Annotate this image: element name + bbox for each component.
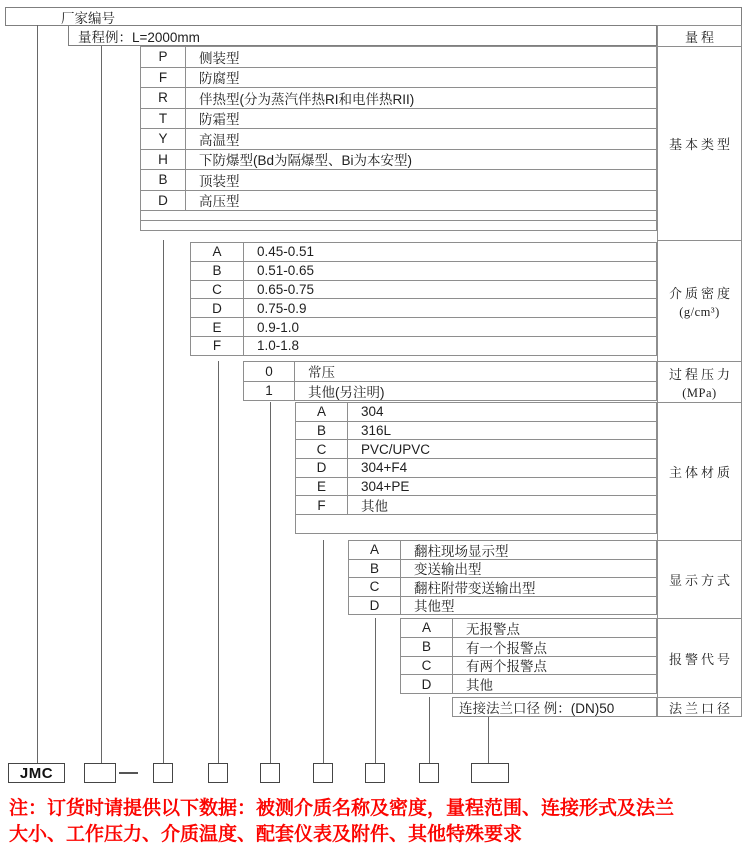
model-code-box [84,763,116,783]
medium-density-block [190,242,657,356]
desc-cell: PVC/UPVC [361,441,431,457]
desc-cell: 316L [361,423,392,439]
desc-cell: 其他 [466,678,493,694]
connector-line [218,361,219,763]
table-row [295,402,657,422]
desc-cell: 其他(另注明) [308,384,385,400]
model-code-box [313,763,333,783]
table-row [348,559,657,579]
code-cell: B [349,560,401,578]
model-prefix-box [8,763,65,783]
model-code-box [471,763,509,783]
category-label: 量程 [684,29,717,45]
model-prefix-label: JMC [19,764,54,782]
dash-separator [119,772,138,774]
table-row [140,169,657,191]
category-label: 法兰口径 [668,700,733,716]
category-process-pressure [657,361,742,403]
code-cell: D [296,459,348,477]
table-row [348,540,657,560]
table-row [140,128,657,150]
desc-cell: 翻柱附带变送输出型 [414,580,536,596]
desc-cell: 有两个报警点 [466,659,547,675]
desc-cell: 有一个报警点 [466,640,547,656]
code-cell: D [141,191,186,211]
table-row-empty [140,220,657,231]
code-cell: H [141,150,186,170]
desc-cell: 下防爆型(Bd为隔爆型、Bi为本安型) [199,153,413,169]
connector-line [488,717,489,763]
category-label: 介质密度 [668,285,733,301]
code-cell: F [296,496,348,514]
connector-line [375,618,376,763]
display-mode-block [348,540,657,615]
desc-cell: 0.9-1.0 [257,319,300,335]
desc-cell: 304+PE [361,479,410,495]
desc-cell: 变送输出型 [414,562,482,578]
code-cell: D [349,597,401,615]
table-row [140,67,657,89]
table-row [140,149,657,171]
desc-cell: 无报警点 [466,621,520,637]
code-cell: 1 [244,382,295,401]
connector-line [163,240,164,763]
table-row [140,190,657,212]
table-row [348,577,657,597]
desc-cell: 高压型 [199,194,240,210]
desc-cell: 常压 [308,365,335,381]
connector-line [270,402,271,763]
code-cell: R [141,88,186,108]
category-range [657,25,742,47]
ordering-note [9,796,745,845]
model-code-box [208,763,228,783]
desc-cell: 其他 [361,499,388,515]
code-cell: D [191,299,244,317]
table-row [400,674,657,694]
basic-type-block [140,46,657,231]
connector-line [429,697,430,763]
category-flange-diameter [657,697,742,717]
manufacturer-number-label: 厂家编号 [61,10,115,26]
code-cell: A [191,243,244,261]
table-row [295,439,657,459]
desc-cell: 顶装型 [199,173,240,189]
desc-cell: 侧装型 [199,50,240,66]
table-row-empty [295,514,657,534]
table-row [295,458,657,478]
code-cell: C [349,578,401,596]
category-body-material [657,402,742,541]
model-code-box [419,763,439,783]
model-code-box [365,763,385,783]
category-label: 过程压力 [668,366,733,382]
code-cell: T [141,109,186,129]
code-cell: B [191,262,244,280]
desc-cell: 翻柱现场显示型 [414,543,509,559]
code-cell: F [191,337,244,355]
model-code-box [153,763,173,783]
category-label: 基本类型 [668,137,733,152]
alarm-code-block [400,618,657,694]
table-row [140,87,657,109]
category-label: 主体材质 [668,465,733,480]
code-cell: E [296,478,348,496]
desc-cell: 304 [361,404,384,420]
flange-diameter-row [452,697,657,717]
code-cell: B [296,422,348,440]
connector-line [101,46,102,763]
desc-cell: 伴热型(分为蒸汽伴热RI和电伴热RII) [199,91,415,107]
body-material-block [295,402,657,534]
desc-cell: 304+F4 [361,460,408,476]
code-cell: E [191,318,244,336]
table-row [400,637,657,657]
table-row [190,336,657,356]
category-medium-density [657,240,742,362]
table-row [400,618,657,638]
table-row [190,261,657,281]
desc-cell: 高温型 [199,132,240,148]
code-cell: A [349,541,401,559]
code-cell: A [296,403,348,421]
desc-cell: 0.65-0.75 [257,281,315,297]
category-unit-label: (MPa) [682,385,717,400]
category-basic-type [657,46,742,241]
table-row [190,280,657,300]
desc-cell: 0.45-0.51 [257,244,315,260]
code-cell: B [401,638,453,656]
connector-line [323,540,324,763]
code-cell: C [191,281,244,299]
model-code-box [260,763,280,783]
table-row [295,421,657,441]
code-cell: F [141,68,186,88]
code-cell: D [401,675,453,693]
table-row [348,596,657,616]
desc-cell: 0.51-0.65 [257,263,315,279]
table-row [140,46,657,68]
category-label: 报警代号 [668,651,733,667]
range-example-row [68,25,657,46]
code-cell: 0 [244,362,295,381]
category-display-mode [657,540,742,619]
code-cell: B [141,170,186,190]
flange-diameter-label: 连接法兰口径 例：(DN)50 [459,701,615,716]
connector-line [37,25,38,763]
desc-cell: 1.0-1.8 [257,338,300,354]
table-row [190,242,657,262]
category-label: 显示方式 [668,573,733,588]
ordering-note-line2: 大小、工作压力、介质温度、配套仪表及附件、其他特殊要求 [9,823,523,845]
code-cell: A [401,619,453,637]
code-cell: P [141,47,186,67]
table-row [295,495,657,515]
table-row [400,656,657,676]
process-pressure-block [243,361,657,401]
table-row [190,317,657,337]
manufacturer-number-row [5,7,742,26]
table-row [295,477,657,497]
table-row [243,361,657,382]
code-cell: C [401,657,453,675]
range-example-label: 量程例：L=2000mm [78,29,200,45]
table-row [140,108,657,130]
desc-cell: 0.75-0.9 [257,300,307,316]
table-row [243,381,657,402]
table-row [190,298,657,318]
ordering-note-line1: 注：订货时请提供以下数据：被测介质名称及密度，量程范围、连接形式及法兰 [9,798,675,819]
desc-cell: 其他型 [414,599,455,615]
code-cell: Y [141,129,186,149]
desc-cell: 防腐型 [199,71,240,87]
category-alarm-code [657,618,742,698]
category-unit-label: (g/cm³) [679,304,720,319]
code-cell: C [296,440,348,458]
desc-cell: 防霜型 [199,112,240,128]
